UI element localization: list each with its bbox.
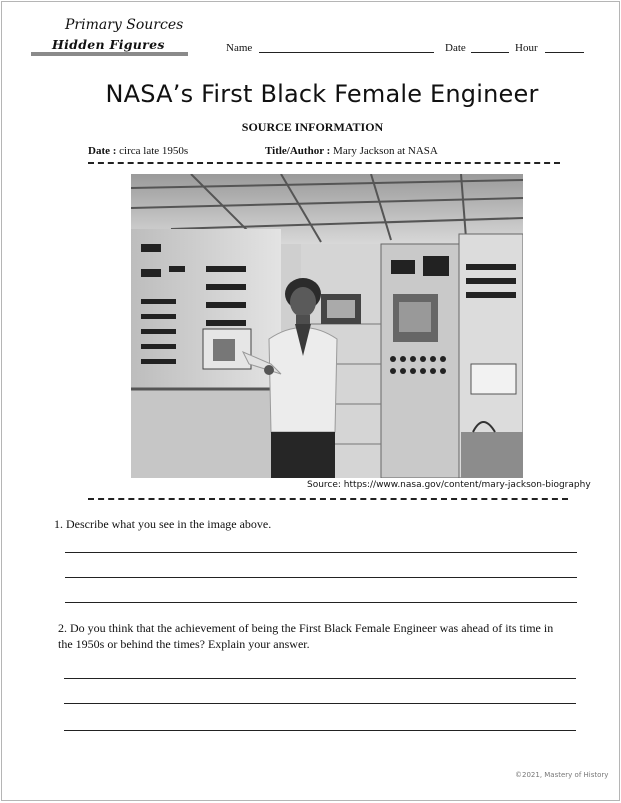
date-field[interactable]	[471, 52, 509, 53]
answer-line-1a[interactable]	[65, 552, 577, 553]
brand-series: Primary Sources	[65, 17, 184, 33]
brand-underline	[31, 52, 188, 56]
source-info-heading: SOURCE INFORMATION	[241, 120, 384, 134]
mary-jackson-photo	[131, 174, 523, 478]
question-1: 1. Describe what you see in the image above.	[54, 517, 272, 531]
date-label: Date	[445, 42, 466, 54]
hour-label: Hour	[515, 42, 538, 54]
title-author-label: Title/Author :	[265, 145, 331, 157]
image-source-citation: Source: https://www.nasa.gov/content/mary-jackson-biography	[307, 480, 591, 490]
hour-field[interactable]	[545, 52, 584, 53]
question-2: 2. Do you think that the achievement of being the First Black Female Engineer was ahead of its time in the 1950s or behind the times? Explain your answer.	[58, 621, 554, 651]
divider-bottom	[88, 498, 568, 500]
copyright-notice: ©2021, Mastery of History	[515, 771, 609, 779]
brand-topic: Hidden Figures	[52, 37, 165, 52]
divider-top	[88, 162, 560, 164]
date-meta	[88, 145, 188, 157]
title-author-value: Mary Jackson at NASA	[333, 145, 438, 157]
worksheet-page	[1, 1, 620, 801]
date-meta-value: circa late 1950s	[119, 145, 189, 157]
answer-line-2b[interactable]	[64, 703, 576, 704]
answer-line-2c[interactable]	[64, 730, 576, 731]
name-field[interactable]	[259, 52, 434, 53]
page-title: NASA’s First Black Female Engineer	[105, 80, 539, 108]
name-label: Name	[226, 42, 253, 54]
answer-line-1c[interactable]	[65, 602, 577, 603]
answer-line-1b[interactable]	[65, 577, 577, 578]
title-author-meta	[265, 145, 438, 157]
date-meta-label: Date :	[88, 145, 117, 157]
answer-line-2a[interactable]	[64, 678, 576, 679]
